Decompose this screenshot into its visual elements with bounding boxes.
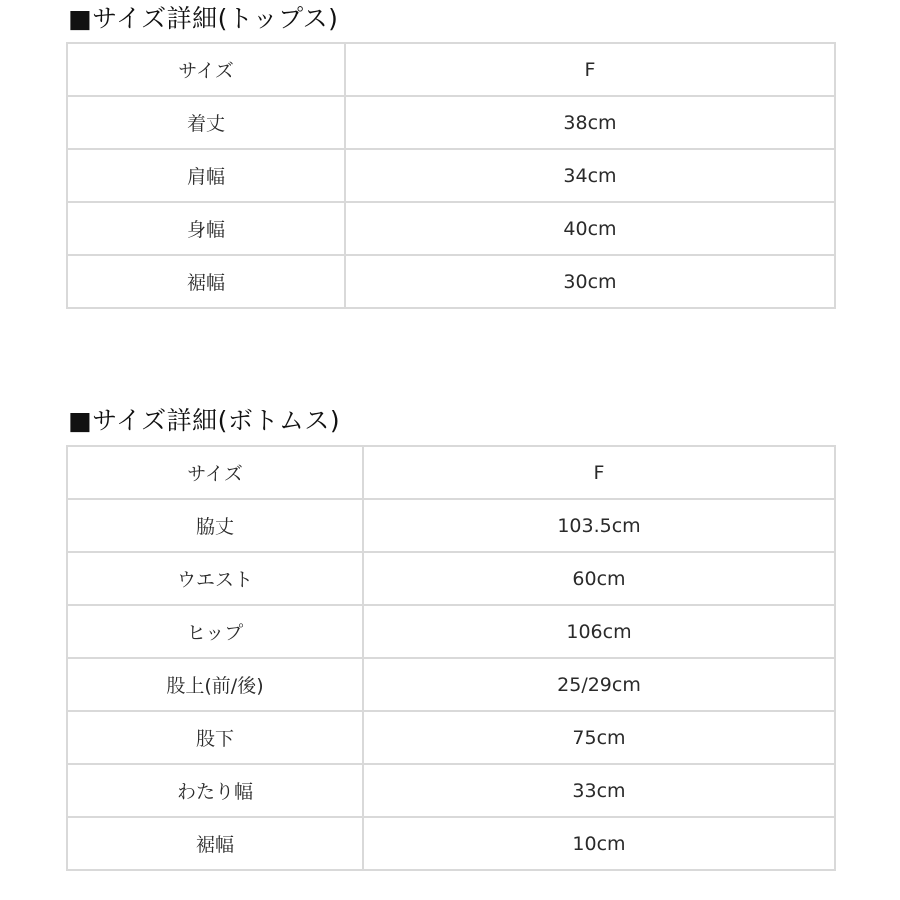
- row-label-inseam: 股下: [67, 711, 363, 764]
- table-row: [67, 149, 835, 202]
- row-label-hem: 裾幅: [67, 255, 345, 308]
- row-value-shoulder: 34cm: [345, 149, 835, 202]
- table-row: [67, 817, 835, 870]
- row-value-length: 38cm: [345, 96, 835, 149]
- row-label-size: サイズ: [67, 43, 345, 96]
- row-value-thigh: 33cm: [363, 764, 835, 817]
- row-value-waist: 60cm: [363, 552, 835, 605]
- table-row: [67, 446, 835, 499]
- table-row: [67, 255, 835, 308]
- row-value-size: F: [363, 446, 835, 499]
- tops-size-heading: ■サイズ詳細(トップス): [68, 4, 339, 33]
- row-label-rise: 股上(前/後): [67, 658, 363, 711]
- row-value-size: F: [345, 43, 835, 96]
- row-value-side-length: 103.5cm: [363, 499, 835, 552]
- row-value-hip: 106cm: [363, 605, 835, 658]
- row-label-chest: 身幅: [67, 202, 345, 255]
- table-row: [67, 499, 835, 552]
- table-row: [67, 96, 835, 149]
- row-label-side-length: 脇丈: [67, 499, 363, 552]
- table-row: [67, 764, 835, 817]
- row-value-hem: 30cm: [345, 255, 835, 308]
- table-row: [67, 658, 835, 711]
- bottoms-size-heading: ■サイズ詳細(ボトムス): [68, 406, 341, 435]
- table-row: [67, 202, 835, 255]
- row-value-inseam: 75cm: [363, 711, 835, 764]
- row-value-hem: 10cm: [363, 817, 835, 870]
- table-row: [67, 552, 835, 605]
- bottoms-size-table: [66, 445, 836, 871]
- row-label-waist: ウエスト: [67, 552, 363, 605]
- tops-size-table: [66, 42, 836, 309]
- row-value-rise: 25/29cm: [363, 658, 835, 711]
- row-label-length: 着丈: [67, 96, 345, 149]
- table-row: [67, 711, 835, 764]
- row-label-hem: 裾幅: [67, 817, 363, 870]
- row-label-thigh: わたり幅: [67, 764, 363, 817]
- table-row: [67, 43, 835, 96]
- table-row: [67, 605, 835, 658]
- row-label-size: サイズ: [67, 446, 363, 499]
- row-label-shoulder: 肩幅: [67, 149, 345, 202]
- row-value-chest: 40cm: [345, 202, 835, 255]
- row-label-hip: ヒップ: [67, 605, 363, 658]
